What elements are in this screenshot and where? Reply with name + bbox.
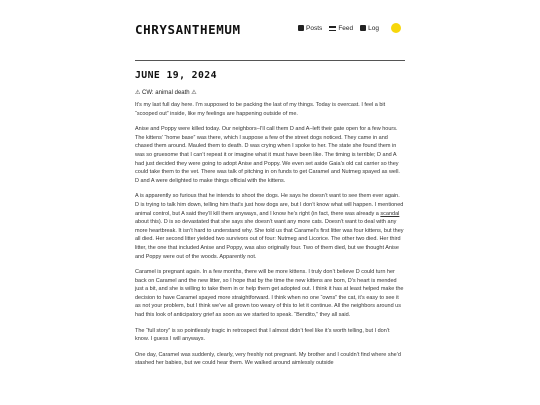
paragraph: It’s my last full day here. I’m supposed to be packing the last of my things. Today is overcast. I feel a bit “scooped out” inside, like my feelings are happening outside of me. — [135, 102, 386, 117]
feed-icon — [329, 26, 336, 31]
site-title[interactable]: CHRYSANTHEMUM — [135, 22, 241, 37]
paragraph: Caramel is pregnant again. In a few months, there will be more kittens. I truly don’t believe D could turn her back on Caramel and the new litter, so I hope that by the time the new kittens are born, D’s heart is mended just a bit, and she is willing to take them in or help them get adopted out. I think it has at least helped make the decision to have Caramel spayed more straightforward. I think when no one “owns” the cat, it’s easy to see it as not your problem, but I think we’ve all grown too weary of this to let it continue. All the neighbors around us had this look of anticipatory grief as soon as we started to speak. “Bendito,” they all said. — [135, 269, 404, 319]
main-nav — [298, 23, 401, 33]
posts-icon — [298, 25, 304, 31]
nav-item-label: Log — [368, 24, 379, 32]
header-divider — [135, 60, 405, 61]
nav-item-posts[interactable] — [298, 25, 322, 32]
nav-item-feed[interactable] — [329, 25, 353, 32]
nav-item-label: Posts — [306, 24, 323, 32]
post-date-heading: JUNE 19, 2024 — [135, 70, 217, 81]
post-body — [135, 101, 405, 375]
scandal-link[interactable]: scandal — [380, 210, 400, 217]
paragraph: One day, Caramel was suddenly, clearly, very freshly not pregnant. My brother and I couldn’t find where she’d stashed her babies, but we could hear them. We walked around aimlessly outside — [135, 351, 401, 367]
paragraph-text: A is apparently so furious that he intends to shoot the dogs. He says he doesn’t want to see them ever again. D is trying to talk him down, telling him that’s just how dogs are, but I don’t know what will happen. I mentioned animal control, but A said they’ll kill them anyways, and I know he’s right (in fact, there was already a — [135, 193, 404, 217]
nav-item-log[interactable] — [360, 25, 379, 32]
paragraph: Anise and Poppy were killed today. Our neighbors–I’ll call them D and A–left their gate open for a few hours. The kittens’ “home base” was there, which I suppose a few of the street dogs noticed. They came in and chased them around. Mauled them to death. D was crying when I spoke to her. The state she found them in was so gruesome that I can’t repeat it or imagine what it must have been like. The timing is terrible; D and A had just decided they were going to adopt Anise and Poppy. We even set aside Gaia’s old cat carrier so they could take them to the vet. There was talk of pitching in on funds to get Caramel and Nutmeg spayed as well. D and A were delighted to make things official with the kittens. — [135, 126, 400, 184]
content-warning: ⚠ CW: animal death ⚠ — [135, 90, 197, 96]
paragraph — [135, 192, 405, 261]
paragraph: The “full story” is so pointlessly tragic in retrospect that I almost didn’t feel like it’s worth telling, but I don’t know. I guess I will anyways. — [135, 327, 390, 343]
site-header — [135, 22, 405, 42]
nav-item-label: Feed — [338, 24, 354, 32]
log-icon — [360, 25, 366, 31]
paragraph-text: about this). D is so devastated that she says she doesn’t want any more cats. Doesn’t want to deal with any more heartbreak. It isn’t hard to understand why. She told us that Caramel’s first litter was four kittens, but they all died. Her second litter yielded two survivors out of four: Nutmeg and Licorice. The other two died. Her third litter, the one that included Anise and Poppy, was also originally four. Two of them died, but we thought Anise and Poppy were out of the woods. Apparently not. — [135, 219, 404, 260]
theme-toggle-button[interactable] — [391, 23, 401, 33]
